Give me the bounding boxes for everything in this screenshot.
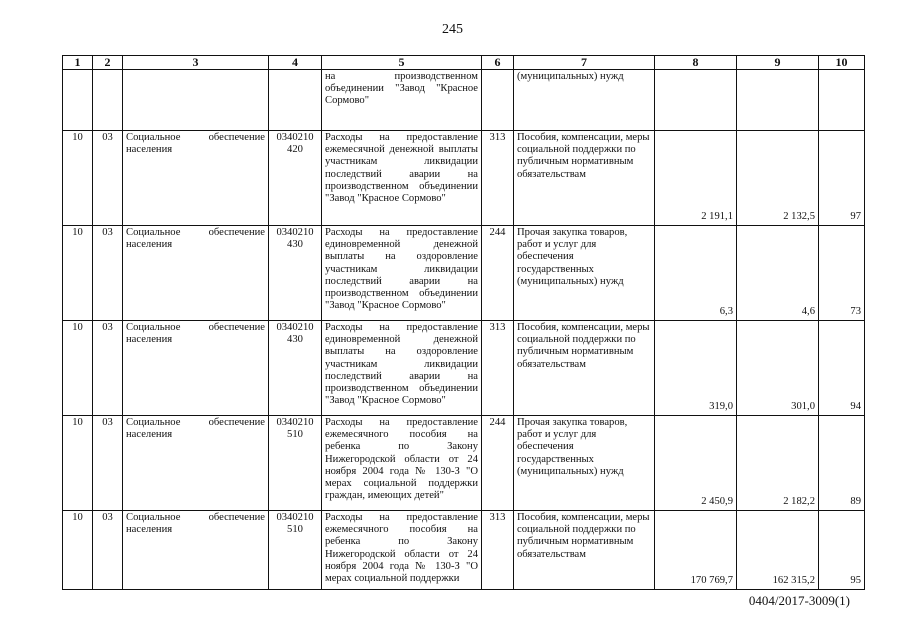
page-number: 245 xyxy=(442,22,463,37)
section-code: 10 xyxy=(63,226,93,321)
expense-type-name: Прочая закупка товаров, работ и услуг для обеспечения государственных (муниципальных) нужд xyxy=(514,226,655,321)
percent-value xyxy=(819,70,865,131)
actual-value: 162 315,2 xyxy=(737,511,819,590)
subsection-name: Социальное обеспечение населения xyxy=(123,131,269,226)
budget-table xyxy=(62,55,865,590)
plan-value: 170 769,7 xyxy=(655,511,737,590)
expense-type-code xyxy=(482,70,514,131)
percent-value: 89 xyxy=(819,416,865,511)
expense-type-code: 313 xyxy=(482,131,514,226)
table-row xyxy=(63,226,865,321)
article-name: Расходы на предоставление ежемесячного пособия на ребенка по Закону Нижегородской области от 24 ноября 2004 года № 130-З "О мерах социальной поддержки граждан, имеющих детей" xyxy=(322,416,482,511)
col-header-2: 2 xyxy=(93,56,123,70)
subsection-code: 03 xyxy=(93,416,123,511)
target-article: 0340210 430 xyxy=(269,321,322,416)
section-code xyxy=(63,70,93,131)
target-article: 0340210 510 xyxy=(269,511,322,590)
expense-type-name: Пособия, компенсации, меры социальной поддержки по публичным нормативным обязательствам xyxy=(514,131,655,226)
plan-value: 2 191,1 xyxy=(655,131,737,226)
table-row xyxy=(63,416,865,511)
article-name: Расходы на предоставление ежемесячной денежной выплаты участникам ликвидации последствий аварии на производственном объединении "Завод "Красное Сормово" xyxy=(322,131,482,226)
subsection-code: 03 xyxy=(93,131,123,226)
section-code: 10 xyxy=(63,416,93,511)
subsection-name xyxy=(123,70,269,131)
article-name: Расходы на предоставление единовременной денежной выплаты на оздоровление участникам ликвидации последствий аварии на производственном объединении "Завод "Красное Сормово" xyxy=(322,321,482,416)
table-row xyxy=(63,131,865,226)
percent-value: 97 xyxy=(819,131,865,226)
col-header-7: 7 xyxy=(514,56,655,70)
col-header-8: 8 xyxy=(655,56,737,70)
expense-type-name: Прочая закупка товаров, работ и услуг для обеспечения государственных (муниципальных) нужд xyxy=(514,416,655,511)
table-row xyxy=(63,70,865,131)
article-name: Расходы на предоставление ежемесячного пособия на ребенка по Закону Нижегородской области от 24 ноября 2004 года № 130-З "О мерах социальной поддержки xyxy=(322,511,482,590)
expense-type-code: 313 xyxy=(482,321,514,416)
expense-type-name: Пособия, компенсации, меры социальной поддержки по публичным нормативным обязательствам xyxy=(514,321,655,416)
actual-value: 4,6 xyxy=(737,226,819,321)
subsection-code xyxy=(93,70,123,131)
expense-type-code: 313 xyxy=(482,511,514,590)
header-row xyxy=(63,56,865,70)
col-header-9: 9 xyxy=(737,56,819,70)
actual-value: 301,0 xyxy=(737,321,819,416)
subsection-name: Социальное обеспечение населения xyxy=(123,511,269,590)
plan-value xyxy=(655,70,737,131)
percent-value: 73 xyxy=(819,226,865,321)
subsection-name: Социальное обеспечение населения xyxy=(123,321,269,416)
target-article: 0340210 510 xyxy=(269,416,322,511)
article-name: Расходы на предоставление единовременной денежной выплаты на оздоровление участникам ликвидации последствий аварии на производственном объединении "Завод "Красное Сормово" xyxy=(322,226,482,321)
article-name: на производственном объединении "Завод "Красное Сормово" xyxy=(322,70,482,131)
actual-value xyxy=(737,70,819,131)
target-article: 0340210 420 xyxy=(269,131,322,226)
col-header-6: 6 xyxy=(482,56,514,70)
plan-value: 319,0 xyxy=(655,321,737,416)
subsection-code: 03 xyxy=(93,226,123,321)
section-code: 10 xyxy=(63,511,93,590)
subsection-code: 03 xyxy=(93,511,123,590)
col-header-4: 4 xyxy=(269,56,322,70)
table-row xyxy=(63,321,865,416)
col-header-3: 3 xyxy=(123,56,269,70)
actual-value: 2 132,5 xyxy=(737,131,819,226)
document-code: 0404/2017-3009(1) xyxy=(748,593,850,608)
table-row xyxy=(63,511,865,590)
plan-value: 2 450,9 xyxy=(655,416,737,511)
percent-value: 95 xyxy=(819,511,865,590)
expense-type-code: 244 xyxy=(482,416,514,511)
col-header-1: 1 xyxy=(63,56,93,70)
target-article xyxy=(269,70,322,131)
col-header-10: 10 xyxy=(819,56,865,70)
subsection-name: Социальное обеспечение населения xyxy=(123,416,269,511)
expense-type-name: (муниципальных) нужд xyxy=(514,70,655,131)
target-article: 0340210 430 xyxy=(269,226,322,321)
expense-type-name: Пособия, компенсации, меры социальной поддержки по публичным нормативным обязательствам xyxy=(514,511,655,590)
subsection-name: Социальное обеспечение населения xyxy=(123,226,269,321)
section-code: 10 xyxy=(63,131,93,226)
subsection-code: 03 xyxy=(93,321,123,416)
col-header-5: 5 xyxy=(322,56,482,70)
actual-value: 2 182,2 xyxy=(737,416,819,511)
expense-type-code: 244 xyxy=(482,226,514,321)
section-code: 10 xyxy=(63,321,93,416)
percent-value: 94 xyxy=(819,321,865,416)
plan-value: 6,3 xyxy=(655,226,737,321)
